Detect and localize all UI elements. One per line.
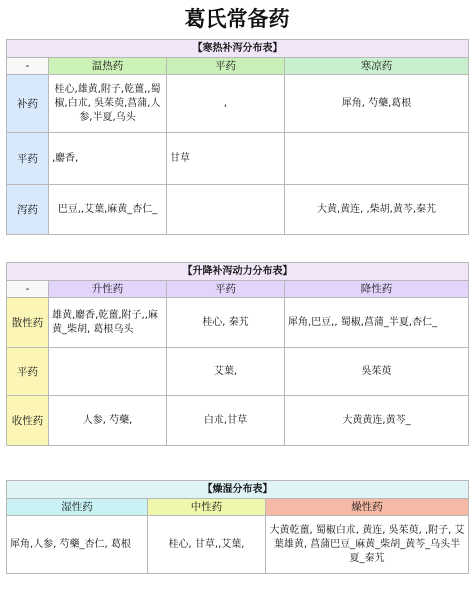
table-cell xyxy=(167,185,285,235)
table-cell: 桂心, 甘草,,艾葉, xyxy=(148,516,266,574)
table-header-corner: - xyxy=(7,58,49,75)
table-cell: 艾葉, xyxy=(167,348,285,396)
table-cell: 大黄,黄连, ,柴胡,黄芩,秦艽 xyxy=(285,185,469,235)
table-header-dry: 燥性药 xyxy=(266,499,469,516)
dry-damp-table xyxy=(6,480,469,574)
table-cell: 雄黄,麝香,乾薑,附子,,麻黄_柴胡, 葛根乌头 xyxy=(49,298,167,348)
table-cell: 犀角,人参, 芍藥_杏仁, 葛根 xyxy=(7,516,148,574)
table-cell: 大黄黄连,黄芩_ xyxy=(285,396,469,446)
table-cell: 犀角, 芍藥,葛根 xyxy=(285,75,469,133)
table-header-ascending: 升性药 xyxy=(49,281,167,298)
table-header-damp: 湿性药 xyxy=(7,499,148,516)
page-title: 葛氏常备药 xyxy=(184,7,290,31)
table-row xyxy=(7,75,469,133)
table-header-neutral: 中性药 xyxy=(148,499,266,516)
row-label: 散性药 xyxy=(7,298,49,348)
table-cell: 桂心,雄黄,附子,乾薑,,蜀椒,白朮, 吳茱萸,菖蒲,人参,半夏,乌头 xyxy=(49,75,167,133)
table-cell: 大黄乾薑, 蜀椒白朮, 黄连, 吳茱萸, ,附子, 艾葉雄黄, 菖蒲巴豆_麻黄_柴胡_黄芩_乌头半夏_秦艽 xyxy=(266,516,469,574)
table-cell: 白朮,甘草 xyxy=(167,396,285,446)
table-header-neutral: 平药 xyxy=(167,58,285,75)
table-caption: 【寒热补泻分布表】 xyxy=(7,40,469,58)
table-caption: 【升降补泻动力分布表】 xyxy=(7,263,469,281)
row-label: 平药 xyxy=(7,348,49,396)
row-label: 泻药 xyxy=(7,185,49,235)
table-cell: 犀角,巴豆,, 蜀椒,菖蒲_半夏,杏仁_ xyxy=(285,298,469,348)
table-cell xyxy=(285,133,469,185)
table-cell: 甘草 xyxy=(167,133,285,185)
table-row xyxy=(7,396,469,446)
cold-heat-tonify-purge-table xyxy=(6,39,469,235)
table-cell: 人参, 芍藥, xyxy=(49,396,167,446)
table-cell: 桂心, 秦艽 xyxy=(167,298,285,348)
row-label: 收性药 xyxy=(7,396,49,446)
table-row xyxy=(7,133,469,185)
table-row xyxy=(7,348,469,396)
row-label: 平药 xyxy=(7,133,49,185)
table-row xyxy=(7,185,469,235)
table-cell: 巴豆,,艾葉,麻黄_杏仁_ xyxy=(49,185,167,235)
table-cell: 吳茱萸 xyxy=(285,348,469,396)
table-header-cold: 寒凉药 xyxy=(285,58,469,75)
table-row xyxy=(7,516,469,574)
ascend-descend-dynamics-table xyxy=(6,262,469,446)
table-header-corner: - xyxy=(7,281,49,298)
table-header-neutral: 平药 xyxy=(167,281,285,298)
table-cell: , xyxy=(167,75,285,133)
table-caption: 【燥湿分布表】 xyxy=(7,481,469,499)
table-row xyxy=(7,298,469,348)
table-cell: ,麝香, xyxy=(49,133,167,185)
table-header-warm: 温热药 xyxy=(49,58,167,75)
table-header-descending: 降性药 xyxy=(285,281,469,298)
row-label: 补药 xyxy=(7,75,49,133)
table-cell xyxy=(49,348,167,396)
